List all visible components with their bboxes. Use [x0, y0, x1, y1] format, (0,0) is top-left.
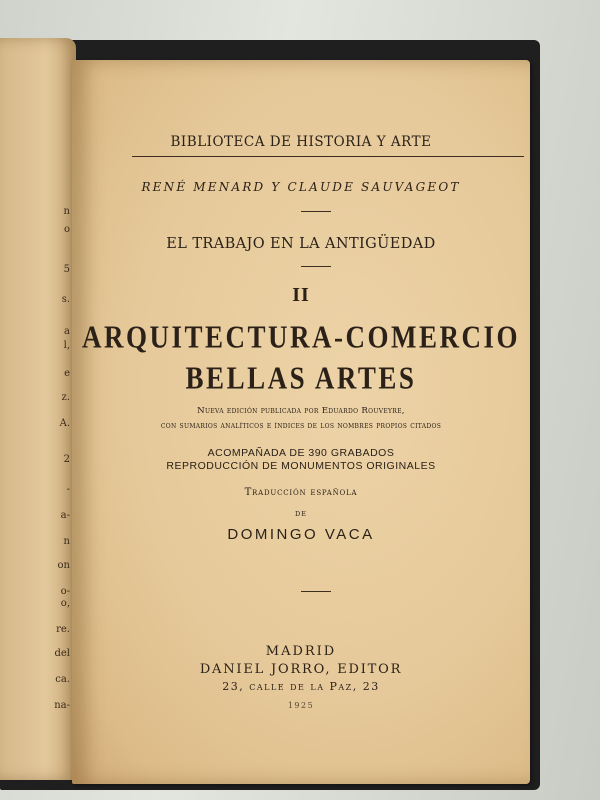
- left-page-fragment: n: [63, 536, 70, 547]
- left-page-fragment: A.: [59, 418, 70, 429]
- left-page-fragment: o,: [60, 598, 70, 609]
- imprint-city: MADRID: [265, 644, 337, 659]
- edition-note-line-2: con sumarios analíticos e índices de los nombres propios citados: [160, 421, 442, 431]
- left-page-fragment: na-: [54, 700, 70, 711]
- left-page-fragment: o: [63, 224, 70, 235]
- left-page-fragment: e: [64, 368, 70, 379]
- illustrations-line-1: ACOMPAÑADA DE 390 GRABADOS: [207, 447, 395, 459]
- title-page-content: [72, 60, 530, 784]
- translator-name: DOMINGO VACA: [227, 526, 375, 543]
- edition-note-line-1: Nueva edición publicada por Eduardo Rouveyre,: [197, 406, 405, 416]
- work-title: EL TRABAJO EN LA ANTIGÜEDAD: [166, 236, 436, 252]
- left-page-fragment: a: [64, 326, 70, 337]
- left-page-fragment: z.: [61, 392, 70, 403]
- left-page-fragment: on: [57, 560, 70, 571]
- left-page-fragment: -: [66, 484, 70, 495]
- left-page-fragment: n: [63, 206, 70, 217]
- divider-rule: [301, 591, 331, 592]
- translation-de: DE: [295, 510, 307, 518]
- authors: RENÉ MENARD Y CLAUDE SAUVAGEOT: [141, 180, 461, 194]
- divider-rule: [301, 266, 331, 267]
- main-title-line-2: BELLAS ARTES: [185, 360, 417, 396]
- left-page-fragment: l,: [63, 340, 70, 351]
- divider-rule: [301, 211, 331, 212]
- left-page-fragment: a-: [60, 510, 70, 521]
- left-page-fragment: s.: [61, 294, 70, 305]
- illustrations-line-2: REPRODUCCIÓN DE MONUMENTOS ORIGINALES: [166, 460, 436, 472]
- left-page-fragment: del: [54, 648, 70, 659]
- imprint-publisher: DANIEL JORRO, EDITOR: [199, 662, 403, 677]
- left-page-fragment: re.: [56, 624, 70, 635]
- imprint-year: 1925: [287, 701, 315, 710]
- translation-label: Traducción española: [244, 487, 358, 498]
- title-page: [72, 60, 530, 784]
- imprint-address: 23, calle de la Paz, 23: [222, 680, 380, 693]
- series-rule: [132, 156, 524, 157]
- left-page-fragment: o-: [60, 586, 70, 597]
- main-title-line-1: ARQUITECTURA-COMERCIO: [81, 319, 520, 355]
- left-page: [0, 38, 76, 780]
- left-page-fragment: 2: [63, 454, 70, 465]
- volume-number: II: [292, 284, 310, 306]
- series-title: BIBLIOTECA DE HISTORIA Y ARTE: [170, 134, 432, 150]
- left-page-fragment: 5: [63, 264, 70, 275]
- left-page-fragment: ca.: [55, 674, 70, 685]
